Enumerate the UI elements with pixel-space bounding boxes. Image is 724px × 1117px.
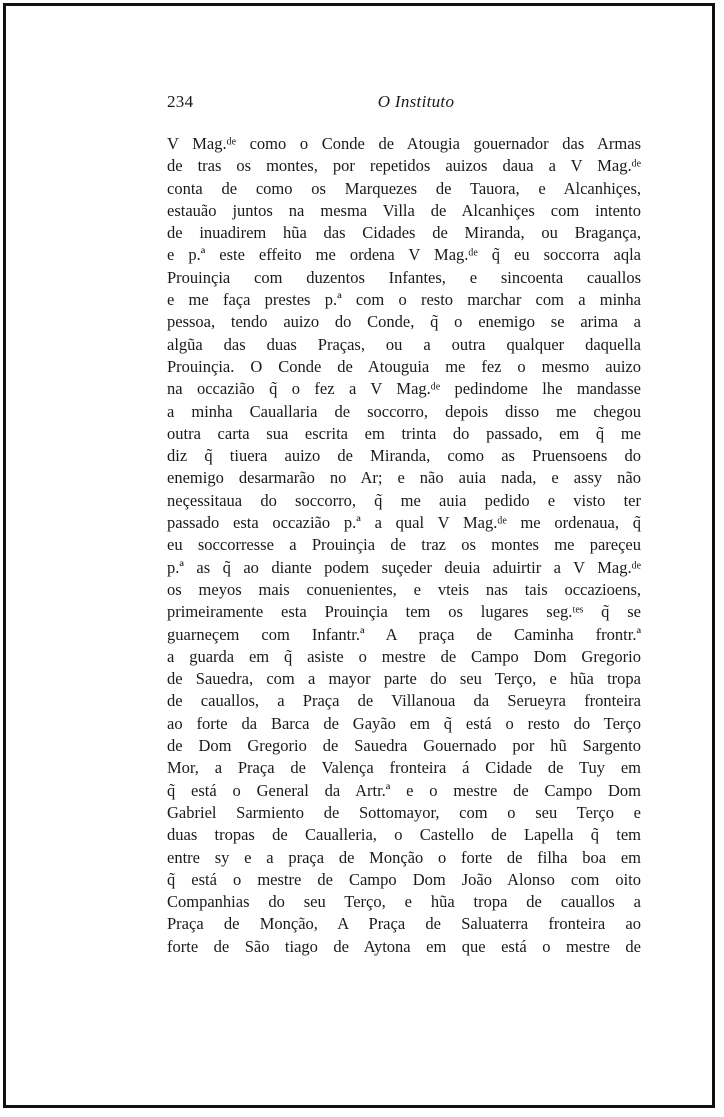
text-line: Praça de Monção, A Praça de Saluaterra fronteira ao bbox=[167, 914, 641, 934]
page-number: 234 bbox=[167, 92, 194, 111]
text-line: Prouinçia com duzentos Infantes, e sincoenta cauallos bbox=[167, 267, 641, 287]
text-line: estauão juntos na mesma Villa de Alcanhiçes com intento bbox=[167, 200, 641, 220]
text-line: a guarda em q̃ asiste o mestre de Campo Dom Gregorio bbox=[167, 646, 641, 666]
text-line: de Sauedra, com a mayor parte do seu Terço, e hũa tropa bbox=[167, 669, 641, 689]
text-line: primeiramente esta Prouinçia tem os lugares seg.ᵗᵉˢ q̃ se bbox=[167, 602, 641, 622]
text-line: Prouinçia. O Conde de Atouguia me fez o mesmo auizo bbox=[167, 356, 641, 376]
text-line: passado esta occazião p.ª a qual V Mag.ᵈᵉ me ordenaua, q̃ bbox=[167, 513, 641, 533]
text-line: algũa das duas Praças, ou a outra qualquer daquella bbox=[167, 334, 641, 354]
text-line: de tras os montes, por repetidos auizos daua a V Mag.ᵈᵉ bbox=[167, 156, 641, 176]
text-line: Companhias do seu Terço, e hũa tropa de cauallos a bbox=[167, 892, 641, 912]
body-text bbox=[167, 133, 641, 958]
text-line: neçessitaua do soccorro, q̃ me auia pedido e visto ter bbox=[167, 490, 641, 510]
text-line: pessoa, tendo auizo do Conde, q̃ o enemigo se arima a bbox=[167, 312, 641, 332]
text-line: e me faça prestes p.ª com o resto marchar com a minha bbox=[167, 290, 641, 310]
text-line: na occazião q̃ o fez a V Mag.ᵈᵉ pedindome lhe mandasse bbox=[167, 379, 641, 399]
page-header bbox=[167, 92, 641, 116]
text-line: duas tropas de Caualleria, o Castello de Lapella q̃ tem bbox=[167, 825, 641, 845]
text-line: forte de São tiago de Aytona em que está o mestre de bbox=[167, 936, 641, 956]
text-line: Mor, a Praça de Valença fronteira á Cidade de Tuy em bbox=[167, 758, 641, 778]
text-line: conta de como os Marquezes de Tauora, e Alcanhiçes, bbox=[167, 178, 641, 198]
text-line: V Mag.ᵈᵉ como o Conde de Atougia gouernador das Armas bbox=[167, 134, 641, 153]
text-line: e p.ª este effeito me ordena V Mag.ᵈᵉ q̃ eu soccorra aqla bbox=[167, 245, 641, 265]
text-line: de cauallos, a Praça de Villanoua da Serueyra fronteira bbox=[167, 691, 641, 711]
text-line: eu soccorresse a Prouinçia de traz os montes me pareçeu bbox=[167, 535, 641, 555]
text-line: entre sy e a praça de Monção o forte de filha boa em bbox=[167, 847, 641, 867]
text-line: q̃ está o General da Artr.ª e o mestre de Campo Dom bbox=[167, 780, 641, 800]
text-line: ao forte da Barca de Gayão em q̃ está o resto do Terço bbox=[167, 713, 641, 733]
text-line: p.ª as q̃ ao diante podem suçeder deuia aduirtir a V Mag.ᵈᵉ bbox=[167, 557, 641, 577]
running-title: O Instituto bbox=[377, 92, 455, 111]
text-line: de inuadirem hũa das Cidades de Miranda, ou Bragança, bbox=[167, 223, 641, 243]
text-line: guarneçem com Infantr.ª A praça de Caminha frontr.ª bbox=[167, 624, 641, 644]
text-line: diz q̃ tiuera auizo de Miranda, como as Pruensoens do bbox=[167, 446, 641, 466]
text-line: Gabriel Sarmiento de Sottomayor, com o seu Terço e bbox=[167, 802, 641, 822]
text-line: outra carta sua escrita em trinta do passado, em q̃ me bbox=[167, 423, 641, 443]
text-line: a minha Cauallaria de soccorro, depois disso me chegou bbox=[167, 401, 641, 421]
text-line: os meyos mais conuenientes, e vteis nas tais occazioens, bbox=[167, 579, 641, 599]
text-line: enemigo desarmarão no Ar; e não auia nada, e assy não bbox=[167, 468, 641, 488]
text-line: q̃ está o mestre de Campo Dom João Alonso com oito bbox=[167, 869, 641, 889]
text-line: de Dom Gregorio de Sauedra Gouernado por hũ Sargento bbox=[167, 736, 641, 756]
